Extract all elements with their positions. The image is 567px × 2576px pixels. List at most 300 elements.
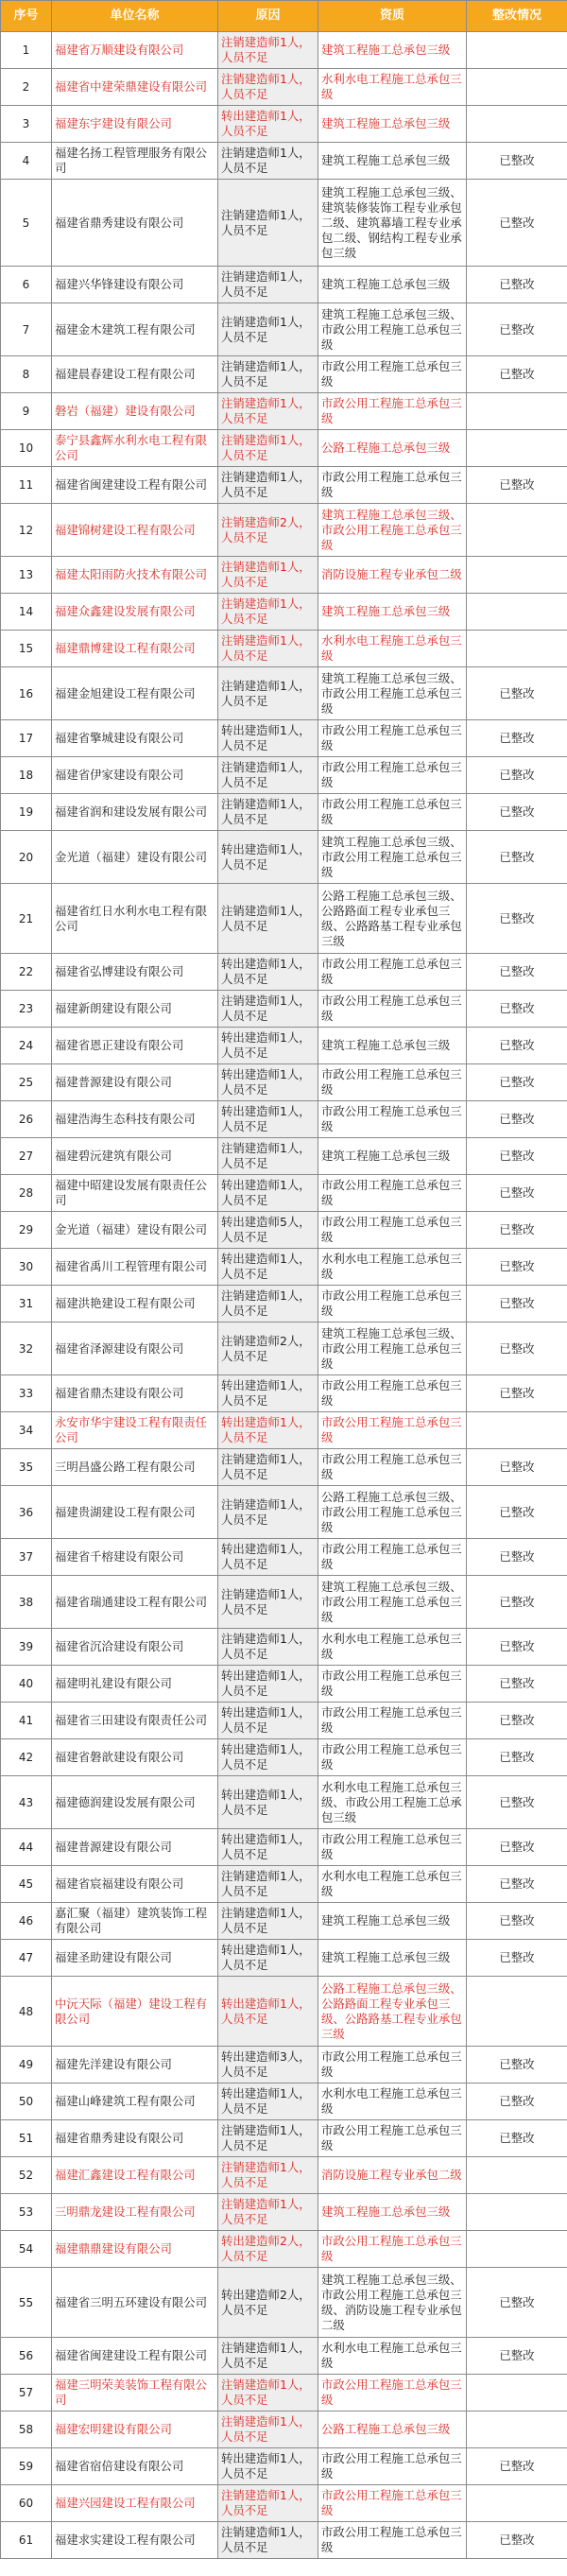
table-row: [1, 1138, 567, 1175]
qualification-cell: 市政公用工程施工总承包三级: [318, 467, 467, 504]
serial-cell: 22: [1, 954, 52, 991]
reason-cell: 注销建造师1人，人员不足: [218, 1576, 318, 1629]
company-name-cell: 福建省鼎秀建设有限公司: [52, 2120, 218, 2157]
rectification-status-cell: 已整改: [467, 1064, 567, 1101]
table-row: [1, 1866, 567, 1903]
company-name-cell: 福建洪艳建设工程有限公司: [52, 1286, 218, 1323]
reason-cell: 注销建造师1人，人员不足: [218, 2120, 318, 2157]
qualification-cell: 水利水电工程施工总承包三级: [318, 2083, 467, 2120]
company-name-cell: 福建省伊家建设有限公司: [52, 757, 218, 794]
company-name-cell: 福建求实建设工程有限公司: [52, 2522, 218, 2559]
serial-cell: 55: [1, 2268, 52, 2338]
reason-cell: 转出建造师1人，人员不足: [218, 106, 318, 143]
serial-cell: 40: [1, 1666, 52, 1703]
table-row: [1, 631, 567, 667]
serial-cell: 30: [1, 1249, 52, 1286]
rectification-status-cell: [467, 69, 567, 106]
rectification-status-cell: 已整改: [467, 356, 567, 393]
rectification-status-cell: 已整改: [467, 2120, 567, 2157]
rectification-status-cell: 已整改: [467, 467, 567, 504]
table-row: [1, 2485, 567, 2522]
rectification-status-cell: 已整改: [467, 1903, 567, 1940]
serial-cell: 58: [1, 2412, 52, 2448]
qualification-cell: 水利水电工程施工总承包三级: [318, 1866, 467, 1903]
table-row: [1, 1576, 567, 1629]
rectification-status-cell: 已整改: [467, 667, 567, 720]
reason-cell: 注销建造师1人，人员不足: [218, 143, 318, 180]
qualification-cell: 公路工程施工总承包三级、公路路面工程专业承包三级、公路路基工程专业承包三级: [318, 1977, 467, 2047]
table-row: [1, 954, 567, 991]
company-name-cell: 福建碧沅建筑有限公司: [52, 1138, 218, 1175]
reason-cell: 注销建造师2人，人员不足: [218, 1323, 318, 1375]
serial-cell: 47: [1, 1940, 52, 1977]
table-row: [1, 667, 567, 720]
reason-cell: 注销建造师1人，人员不足: [218, 631, 318, 667]
table-row: [1, 557, 567, 594]
rectification-status-cell: 已整改: [467, 1323, 567, 1375]
reason-cell: 转出建造师1人，人员不足: [218, 831, 318, 884]
qualification-cell: 公路工程施工总承包三级: [318, 2412, 467, 2448]
serial-cell: 31: [1, 1286, 52, 1323]
company-name-cell: 福建贵湖建设工程有限公司: [52, 1486, 218, 1539]
table-row: [1, 143, 567, 180]
table-row: [1, 1323, 567, 1375]
reason-cell: 转出建造师1人，人员不足: [218, 1028, 318, 1064]
qualification-cell: 建筑工程施工总承包三级: [318, 143, 467, 180]
reason-cell: 注销建造师1人，人员不足: [218, 69, 318, 106]
qualification-cell: 市政公用工程施工总承包三级: [318, 1829, 467, 1866]
reason-cell: 转出建造师2人，人员不足: [218, 2268, 318, 2338]
company-name-cell: 三明鼎龙建设工程有限公司: [52, 2194, 218, 2231]
table-row: [1, 884, 567, 954]
table-row: [1, 1175, 567, 1212]
serial-cell: 12: [1, 504, 52, 557]
rectification-status-cell: [467, 393, 567, 430]
serial-cell: 54: [1, 2231, 52, 2268]
table-row: [1, 757, 567, 794]
table-row: [1, 1449, 567, 1486]
table-body: [1, 32, 567, 2559]
qualification-cell: 市政公用工程施工总承包三级: [318, 1175, 467, 1212]
reason-cell: 注销建造师1人，人员不足: [218, 267, 318, 303]
qualification-cell: 市政公用工程施工总承包三级: [318, 1286, 467, 1323]
serial-cell: 56: [1, 2338, 52, 2375]
rectification-status-cell: [467, 1977, 567, 2047]
company-name-cell: 福建先洋建设有限公司: [52, 2047, 218, 2083]
qualification-cell: 市政公用工程施工总承包三级: [318, 2047, 467, 2083]
company-name-cell: 磐岩（福建）建设有限公司: [52, 393, 218, 430]
table-row: [1, 720, 567, 757]
rectification-status-cell: [467, 2194, 567, 2231]
serial-cell: 24: [1, 1028, 52, 1064]
table-row: [1, 1286, 567, 1323]
rectification-status-cell: [467, 32, 567, 69]
table-row: [1, 2268, 567, 2338]
reason-cell: 注销建造师1人，人员不足: [218, 594, 318, 631]
company-name-cell: 福建省泽源建设有限公司: [52, 1323, 218, 1375]
qualification-cell: 建筑工程施工总承包三级: [318, 1903, 467, 1940]
table-row: [1, 1629, 567, 1666]
reason-cell: 转出建造师1人，人员不足: [218, 954, 318, 991]
rectification-status-cell: [467, 557, 567, 594]
table-row: [1, 2083, 567, 2120]
qualification-cell: 市政公用工程施工总承包三级: [318, 1412, 467, 1449]
serial-cell: 27: [1, 1138, 52, 1175]
qualification-cell: 市政公用工程施工总承包三级: [318, 991, 467, 1028]
qualification-cell: 市政公用工程施工总承包三级: [318, 720, 467, 757]
rectification-status-cell: [467, 2157, 567, 2194]
table-row: [1, 991, 567, 1028]
rectification-status-cell: 已整改: [467, 1866, 567, 1903]
serial-cell: 43: [1, 1776, 52, 1829]
reason-cell: 转出建造师1人，人员不足: [218, 1829, 318, 1866]
serial-cell: 46: [1, 1903, 52, 1940]
reason-cell: 注销建造师1人，人员不足: [218, 1286, 318, 1323]
reason-cell: 转出建造师1人，人员不足: [218, 720, 318, 757]
company-name-cell: 福建省恩正建设有限公司: [52, 1028, 218, 1064]
company-name-cell: 福建德润建设发展有限公司: [52, 1776, 218, 1829]
rectification-status-cell: [467, 1412, 567, 1449]
reason-cell: 注销建造师1人，人员不足: [218, 2338, 318, 2375]
company-name-cell: 福建金木建筑工程有限公司: [52, 303, 218, 356]
serial-cell: 42: [1, 1739, 52, 1776]
company-name-cell: 福建省闽建建设工程有限公司: [52, 467, 218, 504]
qualification-cell: 水利水电工程施工总承包三级: [318, 1249, 467, 1286]
qualification-cell: 市政公用工程施工总承包三级: [318, 2448, 467, 2485]
reason-cell: 注销建造师1人，人员不足: [218, 393, 318, 430]
qualification-cell: 市政公用工程施工总承包三级: [318, 2231, 467, 2268]
qualification-cell: 消防设施工程专业承包二级: [318, 557, 467, 594]
serial-cell: 8: [1, 356, 52, 393]
reason-cell: 注销建造师1人，人员不足: [218, 557, 318, 594]
company-name-cell: 福建宏明建设有限公司: [52, 2412, 218, 2448]
qualification-cell: 建筑工程施工总承包三级: [318, 1138, 467, 1175]
rectification-status-cell: [467, 594, 567, 631]
reason-cell: 注销建造师1人，人员不足: [218, 2412, 318, 2448]
rectification-status-cell: [467, 106, 567, 143]
rectification-status-cell: 已整改: [467, 1101, 567, 1138]
rectification-status-cell: 已整改: [467, 991, 567, 1028]
serial-cell: 39: [1, 1629, 52, 1666]
serial-cell: 44: [1, 1829, 52, 1866]
rectification-status-cell: [467, 2485, 567, 2522]
reason-cell: 转出建造师1人，人员不足: [218, 1064, 318, 1101]
rectification-status-cell: 已整改: [467, 1666, 567, 1703]
table-row: [1, 1539, 567, 1576]
reason-cell: 注销建造师1人，人员不足: [218, 180, 318, 267]
serial-cell: 49: [1, 2047, 52, 2083]
qualification-cell: 建筑工程施工总承包三级: [318, 106, 467, 143]
reason-cell: 转出建造师1人，人员不足: [218, 1776, 318, 1829]
serial-cell: 13: [1, 557, 52, 594]
table-row: [1, 1212, 567, 1249]
qualification-cell: 市政公用工程施工总承包三级: [318, 1739, 467, 1776]
qualification-cell: 建筑工程施工总承包三级、建筑装修装饰工程专业承包二级、建筑幕墙工程专业承包二级、钢结构工程专业承包三级: [318, 180, 467, 267]
rectification-status-cell: 已整改: [467, 2268, 567, 2338]
serial-cell: 6: [1, 267, 52, 303]
reason-cell: 注销建造师1人，人员不足: [218, 1903, 318, 1940]
serial-cell: 5: [1, 180, 52, 267]
reason-cell: 注销建造师1人，人员不足: [218, 757, 318, 794]
serial-cell: 11: [1, 467, 52, 504]
company-name-cell: 福建山峰建筑工程有限公司: [52, 2083, 218, 2120]
company-name-cell: 福建鼎博建设工程有限公司: [52, 631, 218, 667]
reason-cell: 转出建造师1人，人员不足: [218, 1412, 318, 1449]
serial-cell: 41: [1, 1703, 52, 1739]
table-row: [1, 1903, 567, 1940]
table-row: [1, 69, 567, 106]
qualification-cell: 水利水电工程施工总承包三级: [318, 2338, 467, 2375]
rectification-status-cell: 已整改: [467, 1138, 567, 1175]
reason-cell: 注销建造师1人，人员不足: [218, 884, 318, 954]
company-name-cell: 福建省三田建设有限责任公司: [52, 1703, 218, 1739]
serial-cell: 15: [1, 631, 52, 667]
table-row: [1, 504, 567, 557]
table-row: [1, 2522, 567, 2559]
company-name-cell: 福建省磐歆建设有限公司: [52, 1739, 218, 1776]
qualification-cell: 建筑工程施工总承包三级、市政公用工程施工总承包三级: [318, 1323, 467, 1375]
qualification-cell: 水利水电工程施工总承包三级、市政公用工程施工总承包三级: [318, 1776, 467, 1829]
reason-cell: 注销建造师1人，人员不足: [218, 32, 318, 69]
rectification-status-cell: 已整改: [467, 1629, 567, 1666]
qualification-cell: 公路工程施工总承包三级、市政公用工程施工总承包三级: [318, 1486, 467, 1539]
rectification-status-cell: [467, 2231, 567, 2268]
table-row: [1, 2120, 567, 2157]
qualification-cell: 市政公用工程施工总承包三级: [318, 954, 467, 991]
reason-cell: 转出建造师1人，人员不足: [218, 1703, 318, 1739]
reason-cell: 转出建造师1人，人员不足: [218, 1101, 318, 1138]
table-row: [1, 467, 567, 504]
company-name-cell: 福建汇鑫建设工程有限公司: [52, 2157, 218, 2194]
table-row: [1, 2412, 567, 2448]
reason-cell: 注销建造师1人，人员不足: [218, 2485, 318, 2522]
rectification-status-cell: 已整改: [467, 720, 567, 757]
serial-cell: 18: [1, 757, 52, 794]
table-row: [1, 1940, 567, 1977]
serial-cell: 3: [1, 106, 52, 143]
company-name-cell: 福建省红日水利水电工程有限公司: [52, 884, 218, 954]
company-name-cell: 福建省擎城建设有限公司: [52, 720, 218, 757]
company-name-cell: 福建省万顺建设有限公司: [52, 32, 218, 69]
table-row: [1, 1486, 567, 1539]
rectification-status-cell: 已整改: [467, 1249, 567, 1286]
rectification-status-cell: [467, 2375, 567, 2412]
reason-cell: 转出建造师1人，人员不足: [218, 2083, 318, 2120]
reason-cell: 转出建造师1人，人员不足: [218, 1175, 318, 1212]
qualification-cell: 建筑工程施工总承包三级: [318, 32, 467, 69]
qualification-cell: 市政公用工程施工总承包三级: [318, 794, 467, 831]
serial-cell: 20: [1, 831, 52, 884]
qualification-cell: 消防设施工程专业承包二级: [318, 2157, 467, 2194]
header-company-name: 单位名称: [52, 1, 218, 32]
rectification-status-cell: 已整改: [467, 1175, 567, 1212]
rectification-status-cell: 已整改: [467, 884, 567, 954]
reason-cell: 注销建造师1人，人员不足: [218, 794, 318, 831]
company-name-cell: 福建省宿倍建设有限公司: [52, 2448, 218, 2485]
serial-cell: 51: [1, 2120, 52, 2157]
company-name-cell: 金光道（福建）建设有限公司: [52, 831, 218, 884]
serial-cell: 33: [1, 1375, 52, 1412]
qualification-cell: 建筑工程施工总承包三级: [318, 1028, 467, 1064]
rectification-status-cell: 已整改: [467, 1375, 567, 1412]
table-row: [1, 594, 567, 631]
reason-cell: 注销建造师1人，人员不足: [218, 1629, 318, 1666]
rectification-status-cell: 已整改: [467, 2338, 567, 2375]
reason-cell: 转出建造师2人，人员不足: [218, 2231, 318, 2268]
table-row: [1, 1977, 567, 2047]
rectification-status-cell: 已整改: [467, 1539, 567, 1576]
table-row: [1, 2448, 567, 2485]
serial-cell: 25: [1, 1064, 52, 1101]
table-row: [1, 1666, 567, 1703]
serial-cell: 35: [1, 1449, 52, 1486]
rectification-status-cell: 已整改: [467, 143, 567, 180]
reason-cell: 转出建造师1人，人员不足: [218, 1539, 318, 1576]
table-row: [1, 794, 567, 831]
rectification-status-cell: 已整改: [467, 831, 567, 884]
rectification-status-cell: 已整改: [467, 1940, 567, 1977]
serial-cell: 14: [1, 594, 52, 631]
rectification-status-cell: 已整改: [467, 2047, 567, 2083]
rectification-status-cell: 已整改: [467, 794, 567, 831]
serial-cell: 2: [1, 69, 52, 106]
rectification-status-cell: 已整改: [467, 267, 567, 303]
reason-cell: 注销建造师1人，人员不足: [218, 1449, 318, 1486]
qualification-cell: 公路工程施工总承包三级: [318, 430, 467, 467]
company-name-cell: 福建省禹川工程管理有限公司: [52, 1249, 218, 1286]
table-row: [1, 2231, 567, 2268]
serial-cell: 60: [1, 2485, 52, 2522]
company-name-cell: 福建省中建荣鼎建设有限公司: [52, 69, 218, 106]
qualification-cell: 建筑工程施工总承包三级、市政公用工程施工总承包三级: [318, 1576, 467, 1629]
company-name-cell: 福建省弘博建设有限公司: [52, 954, 218, 991]
company-name-cell: 福建兴华锋建设有限公司: [52, 267, 218, 303]
rectification-status-cell: 已整改: [467, 1829, 567, 1866]
company-name-cell: 福建圣助建设有限公司: [52, 1940, 218, 1977]
serial-cell: 34: [1, 1412, 52, 1449]
serial-cell: 50: [1, 2083, 52, 2120]
serial-cell: 59: [1, 2448, 52, 2485]
qualification-cell: 市政公用工程施工总承包三级: [318, 393, 467, 430]
reason-cell: 注销建造师1人，人员不足: [218, 356, 318, 393]
reason-cell: 注销建造师1人，人员不足: [218, 2522, 318, 2559]
reason-cell: 注销建造师1人，人员不足: [218, 1486, 318, 1539]
serial-cell: 10: [1, 430, 52, 467]
company-name-cell: 福建太阳雨防火技术有限公司: [52, 557, 218, 594]
company-name-cell: 福建省沉洽建设有限公司: [52, 1629, 218, 1666]
serial-cell: 53: [1, 2194, 52, 2231]
reason-cell: 转出建造师3人，人员不足: [218, 2047, 318, 2083]
company-name-cell: 福建省宸福建设有限公司: [52, 1866, 218, 1903]
header-serial: 序号: [1, 1, 52, 32]
table-row: [1, 2157, 567, 2194]
serial-cell: 45: [1, 1866, 52, 1903]
rectification-status-cell: 已整改: [467, 2083, 567, 2120]
qualification-cell: 市政公用工程施工总承包三级: [318, 2485, 467, 2522]
rectification-status-cell: 已整改: [467, 180, 567, 267]
qualification-cell: 市政公用工程施工总承包三级: [318, 757, 467, 794]
qualification-cell: 水利水电工程施工总承包三级: [318, 631, 467, 667]
company-name-cell: 福建省三明五环建设有限公司: [52, 2268, 218, 2338]
company-name-cell: 福建省鼎杰建设有限公司: [52, 1375, 218, 1412]
rectification-status-cell: 已整改: [467, 1028, 567, 1064]
serial-cell: 16: [1, 667, 52, 720]
company-name-cell: 泰宁县鑫辉水利水电工程有限公司: [52, 430, 218, 467]
table-row: [1, 356, 567, 393]
table-row: [1, 2047, 567, 2083]
rectification-status-cell: 已整改: [467, 1286, 567, 1323]
reason-cell: 注销建造师1人，人员不足: [218, 2157, 318, 2194]
table-row: [1, 1776, 567, 1829]
reason-cell: 转出建造师1人，人员不足: [218, 1375, 318, 1412]
qualification-cell: 市政公用工程施工总承包三级: [318, 1449, 467, 1486]
company-name-cell: 福建三明荣美装饰工程有限公司: [52, 2375, 218, 2412]
serial-cell: 48: [1, 1977, 52, 2047]
company-name-cell: 嘉汇聚（福建）建筑装饰工程有限公司: [52, 1903, 218, 1940]
reason-cell: 转出建造师1人，人员不足: [218, 1739, 318, 1776]
table-row: [1, 180, 567, 267]
serial-cell: 1: [1, 32, 52, 69]
company-name-cell: 福建中昭建设发展有限责任公司: [52, 1175, 218, 1212]
rectification-status-cell: 已整改: [467, 757, 567, 794]
qualification-cell: 市政公用工程施工总承包三级: [318, 1703, 467, 1739]
reason-cell: 转出建造师1人，人员不足: [218, 1977, 318, 2047]
rectification-status-cell: 已整改: [467, 303, 567, 356]
rectification-status-cell: 已整改: [467, 1449, 567, 1486]
qualification-cell: 建筑工程施工总承包三级、市政公用工程施工总承包三级: [318, 667, 467, 720]
company-name-cell: 金光道（福建）建设有限公司: [52, 1212, 218, 1249]
rectification-status-cell: 已整改: [467, 1703, 567, 1739]
reason-cell: 注销建造师1人，人员不足: [218, 430, 318, 467]
company-name-cell: 福建省润和建设发展有限公司: [52, 794, 218, 831]
qualification-cell: 市政公用工程施工总承包三级: [318, 356, 467, 393]
qualification-cell: 建筑工程施工总承包三级、市政公用工程施工总承包三级、消防设施工程专业承包二级: [318, 2268, 467, 2338]
company-name-cell: 福建省千榕建设有限公司: [52, 1539, 218, 1576]
qualification-cell: 市政公用工程施工总承包三级: [318, 2522, 467, 2559]
header-qualification: 资质: [318, 1, 467, 32]
table-row: [1, 1375, 567, 1412]
serial-cell: 4: [1, 143, 52, 180]
company-name-cell: 三明昌盛公路工程有限公司: [52, 1449, 218, 1486]
qualification-cell: 市政公用工程施工总承包三级: [318, 1101, 467, 1138]
serial-cell: 9: [1, 393, 52, 430]
company-name-cell: 中沅天际（福建）建设工程有限公司: [52, 1977, 218, 2047]
rectification-status-cell: [467, 2412, 567, 2448]
reason-cell: 转出建造师5人，人员不足: [218, 1212, 318, 1249]
qualification-cell: 市政公用工程施工总承包三级: [318, 2120, 467, 2157]
rectification-status-cell: 已整改: [467, 1739, 567, 1776]
qualification-cell: 市政公用工程施工总承包三级: [318, 1375, 467, 1412]
qualification-cell: 建筑工程施工总承包三级: [318, 2194, 467, 2231]
serial-cell: 7: [1, 303, 52, 356]
serial-cell: 52: [1, 2157, 52, 2194]
reason-cell: 转出建造师1人，人员不足: [218, 2448, 318, 2485]
table-row: [1, 1703, 567, 1739]
reason-cell: 注销建造师1人，人员不足: [218, 2375, 318, 2412]
qualification-cell: 建筑工程施工总承包三级、市政公用工程施工总承包三级: [318, 831, 467, 884]
qualification-cell: 建筑工程施工总承包三级: [318, 267, 467, 303]
reason-cell: 转出建造师1人，人员不足: [218, 1940, 318, 1977]
company-name-cell: 福建名扬工程管理服务有限公司: [52, 143, 218, 180]
serial-cell: 57: [1, 2375, 52, 2412]
company-name-cell: 福建新朗建设有限公司: [52, 991, 218, 1028]
qualification-cell: 建筑工程施工总承包三级、市政公用工程施工总承包三级: [318, 303, 467, 356]
reason-cell: 注销建造师1人，人员不足: [218, 667, 318, 720]
table-row: [1, 430, 567, 467]
company-name-cell: 福建省闽建建设工程有限公司: [52, 2338, 218, 2375]
qualification-cell: 公路工程施工总承包三级、公路路面工程专业承包三级、公路路基工程专业承包三级: [318, 884, 467, 954]
qualification-cell: 市政公用工程施工总承包三级: [318, 1212, 467, 1249]
